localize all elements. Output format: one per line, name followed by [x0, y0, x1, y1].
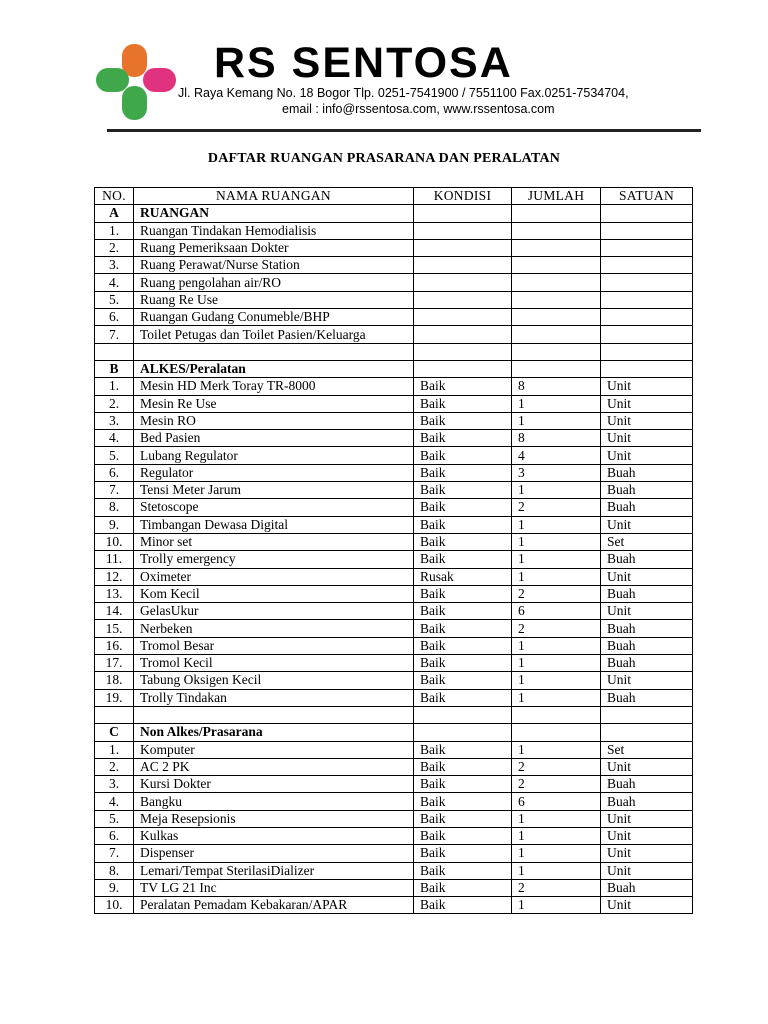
cell-condition: Baik	[414, 499, 512, 516]
column-header-name: NAMA RUANGAN	[134, 188, 414, 205]
table-body	[95, 205, 693, 914]
cell-no: 19.	[95, 689, 134, 706]
cell-name: Kursi Dokter	[134, 776, 414, 793]
cell-condition: Baik	[414, 862, 512, 879]
cell-unit: Buah	[601, 499, 693, 516]
cell-name: Regulator	[134, 464, 414, 481]
table-row	[95, 533, 693, 550]
cell-name: Ruang Re Use	[134, 291, 414, 308]
cell-condition: Baik	[414, 810, 512, 827]
cell-quantity: 2	[512, 585, 601, 602]
cell-unit: Unit	[601, 430, 693, 447]
document-title: DAFTAR RUANGAN PRASARANA DAN PERALATAN	[207, 151, 561, 166]
cell-unit: Unit	[601, 378, 693, 395]
cell-unit: Unit	[601, 395, 693, 412]
cell-condition	[414, 724, 512, 741]
table-row	[95, 551, 693, 568]
cell-condition	[414, 343, 512, 360]
table-row	[95, 222, 693, 239]
table-row	[95, 395, 693, 412]
table-row	[95, 672, 693, 689]
cell-name: Lemari/Tempat SterilasiDializer	[134, 862, 414, 879]
cell-condition	[414, 257, 512, 274]
cell-name: Komputer	[134, 741, 414, 758]
cell-quantity: 8	[512, 378, 601, 395]
cell-unit: Unit	[601, 447, 693, 464]
cell-no: 12.	[95, 568, 134, 585]
cell-unit: Buah	[601, 482, 693, 499]
table-row	[95, 862, 693, 879]
cell-no: 8.	[95, 862, 134, 879]
cell-name: Trolly Tindakan	[134, 689, 414, 706]
cell-unit: Unit	[601, 845, 693, 862]
cell-condition: Baik	[414, 655, 512, 672]
cell-condition: Baik	[414, 430, 512, 447]
cell-condition: Baik	[414, 464, 512, 481]
hospital-cross-logo	[96, 44, 176, 120]
cell-no: B	[95, 360, 134, 377]
table-header-row	[95, 188, 693, 205]
table-row	[95, 291, 693, 308]
cell-condition	[414, 291, 512, 308]
cell-quantity: 1	[512, 516, 601, 533]
cell-name: Ruangan Tindakan Hemodialisis	[134, 222, 414, 239]
table-row	[95, 706, 693, 723]
cell-quantity	[512, 239, 601, 256]
table-row	[95, 360, 693, 377]
table-row	[95, 326, 693, 343]
cell-no	[95, 343, 134, 360]
cell-unit: Set	[601, 741, 693, 758]
cell-name: Mesin HD Merk Toray TR-8000	[134, 378, 414, 395]
cell-name: Tensi Meter Jarum	[134, 482, 414, 499]
cell-condition: Baik	[414, 603, 512, 620]
cell-condition: Baik	[414, 551, 512, 568]
cell-unit: Unit	[601, 827, 693, 844]
cell-name: Kom Kecil	[134, 585, 414, 602]
cell-condition: Baik	[414, 776, 512, 793]
cell-name: Kulkas	[134, 827, 414, 844]
cell-no: 2.	[95, 395, 134, 412]
cell-quantity: 1	[512, 827, 601, 844]
table-row	[95, 343, 693, 360]
cell-unit	[601, 205, 693, 222]
table-row	[95, 274, 693, 291]
cell-unit	[601, 222, 693, 239]
cell-no: 15.	[95, 620, 134, 637]
inventory-table	[94, 187, 693, 914]
table-row	[95, 637, 693, 654]
cell-condition	[414, 326, 512, 343]
cell-condition	[414, 239, 512, 256]
cell-condition: Baik	[414, 516, 512, 533]
cell-condition: Baik	[414, 897, 512, 914]
cell-no: 1.	[95, 378, 134, 395]
table-row	[95, 239, 693, 256]
cell-quantity: 1	[512, 655, 601, 672]
table-row	[95, 793, 693, 810]
cell-name: Ruang Pemeriksaan Dokter	[134, 239, 414, 256]
cell-unit	[601, 309, 693, 326]
hospital-name: RS SENTOSA	[214, 39, 513, 87]
cell-no: 1.	[95, 222, 134, 239]
cell-unit: Unit	[601, 810, 693, 827]
cell-name: Bangku	[134, 793, 414, 810]
cell-condition: Baik	[414, 845, 512, 862]
cell-unit: Buah	[601, 793, 693, 810]
cell-condition: Rusak	[414, 568, 512, 585]
table-row	[95, 482, 693, 499]
cell-name: Peralatan Pemadam Kebakaran/APAR	[134, 897, 414, 914]
cell-name: Mesin RO	[134, 412, 414, 429]
column-header-no: NO.	[95, 188, 134, 205]
cell-condition: Baik	[414, 585, 512, 602]
address-line: Jl. Raya Kemang No. 18 Bogor Tlp. 0251-7541900 / 7551100 Fax.0251-7534704,	[178, 86, 629, 100]
table-row	[95, 655, 693, 672]
table-row	[95, 464, 693, 481]
cell-quantity: 1	[512, 637, 601, 654]
cell-quantity: 3	[512, 464, 601, 481]
table-row	[95, 845, 693, 862]
cell-name: TV LG 21 Inc	[134, 879, 414, 896]
cell-unit: Buah	[601, 655, 693, 672]
table-row	[95, 378, 693, 395]
cell-unit: Buah	[601, 464, 693, 481]
cell-unit: Buah	[601, 776, 693, 793]
column-header-condition: KONDISI	[414, 188, 512, 205]
cell-name: Tromol Kecil	[134, 655, 414, 672]
table-row	[95, 568, 693, 585]
cell-unit: Buah	[601, 551, 693, 568]
cell-no: 7.	[95, 845, 134, 862]
cell-condition: Baik	[414, 879, 512, 896]
cell-quantity: 1	[512, 689, 601, 706]
cell-no: 4.	[95, 274, 134, 291]
cell-condition	[414, 222, 512, 239]
cell-no: 6.	[95, 827, 134, 844]
cell-condition: Baik	[414, 378, 512, 395]
cell-name: Dispenser	[134, 845, 414, 862]
cell-condition	[414, 274, 512, 291]
cell-quantity: 8	[512, 430, 601, 447]
cell-name: Ruang Perawat/Nurse Station	[134, 257, 414, 274]
cell-condition	[414, 309, 512, 326]
cell-unit: Unit	[601, 897, 693, 914]
cell-no: 17.	[95, 655, 134, 672]
cell-quantity	[512, 706, 601, 723]
cell-unit: Buah	[601, 637, 693, 654]
cell-quantity: 1	[512, 412, 601, 429]
cell-unit: Unit	[601, 516, 693, 533]
cell-quantity: 1	[512, 845, 601, 862]
cell-no: A	[95, 205, 134, 222]
cell-condition	[414, 706, 512, 723]
contact-line: email : info@rssentosa.com, www.rssentosa.com	[282, 102, 555, 116]
table-row	[95, 516, 693, 533]
cell-condition: Baik	[414, 793, 512, 810]
table-row	[95, 879, 693, 896]
cell-quantity	[512, 222, 601, 239]
cell-condition: Baik	[414, 533, 512, 550]
table-row	[95, 430, 693, 447]
cell-unit: Buah	[601, 879, 693, 896]
cell-quantity: 2	[512, 879, 601, 896]
cell-condition: Baik	[414, 412, 512, 429]
cell-name: Tromol Besar	[134, 637, 414, 654]
cell-condition: Baik	[414, 741, 512, 758]
cell-name: Ruang pengolahan air/RO	[134, 274, 414, 291]
table-row	[95, 447, 693, 464]
cell-unit	[601, 326, 693, 343]
cell-quantity: 2	[512, 758, 601, 775]
cell-name: Mesin Re Use	[134, 395, 414, 412]
table-row	[95, 603, 693, 620]
cell-quantity: 1	[512, 897, 601, 914]
table-row	[95, 776, 693, 793]
cell-no: 3.	[95, 257, 134, 274]
table-row	[95, 499, 693, 516]
cell-quantity: 1	[512, 862, 601, 879]
cell-condition: Baik	[414, 395, 512, 412]
cell-condition: Baik	[414, 672, 512, 689]
cell-name: Minor set	[134, 533, 414, 550]
cell-condition: Baik	[414, 827, 512, 844]
cell-unit: Buah	[601, 689, 693, 706]
cell-no: 13.	[95, 585, 134, 602]
cell-name	[134, 706, 414, 723]
cell-quantity: 1	[512, 551, 601, 568]
cell-condition: Baik	[414, 447, 512, 464]
cell-name: AC 2 PK	[134, 758, 414, 775]
cell-no: 9.	[95, 879, 134, 896]
cell-unit: Buah	[601, 620, 693, 637]
cell-name: Toilet Petugas dan Toilet Pasien/Keluarga	[134, 326, 414, 343]
cell-quantity: 2	[512, 776, 601, 793]
cell-unit	[601, 239, 693, 256]
cell-unit	[601, 257, 693, 274]
table-row	[95, 897, 693, 914]
cell-quantity	[512, 360, 601, 377]
cell-name: Non Alkes/Prasarana	[134, 724, 414, 741]
cell-no: 5.	[95, 291, 134, 308]
table-row	[95, 758, 693, 775]
cell-quantity	[512, 205, 601, 222]
table-row	[95, 689, 693, 706]
cell-unit	[601, 360, 693, 377]
cell-unit: Unit	[601, 758, 693, 775]
cell-unit	[601, 724, 693, 741]
cell-no: 2.	[95, 239, 134, 256]
cell-name: Nerbeken	[134, 620, 414, 637]
column-header-quantity: JUMLAH	[512, 188, 601, 205]
cell-no: 3.	[95, 412, 134, 429]
cell-unit	[601, 343, 693, 360]
cell-no: 11.	[95, 551, 134, 568]
table-row	[95, 741, 693, 758]
table-row	[95, 620, 693, 637]
cell-quantity	[512, 274, 601, 291]
cell-unit: Set	[601, 533, 693, 550]
cell-no: 5.	[95, 447, 134, 464]
cell-name: RUANGAN	[134, 205, 414, 222]
cell-name: Stetoscope	[134, 499, 414, 516]
table-row	[95, 827, 693, 844]
cell-condition: Baik	[414, 637, 512, 654]
cell-unit	[601, 291, 693, 308]
cell-quantity: 1	[512, 672, 601, 689]
cell-quantity: 6	[512, 793, 601, 810]
cell-quantity: 1	[512, 395, 601, 412]
cell-quantity	[512, 309, 601, 326]
cell-no: C	[95, 724, 134, 741]
cell-quantity	[512, 291, 601, 308]
cell-quantity	[512, 724, 601, 741]
cell-no: 3.	[95, 776, 134, 793]
cell-name: ALKES/Peralatan	[134, 360, 414, 377]
cell-name: Lubang Regulator	[134, 447, 414, 464]
cell-no: 6.	[95, 309, 134, 326]
cell-unit: Unit	[601, 568, 693, 585]
cell-unit: Unit	[601, 672, 693, 689]
cell-quantity	[512, 257, 601, 274]
cell-no: 6.	[95, 464, 134, 481]
cell-quantity: 1	[512, 741, 601, 758]
cell-no: 10.	[95, 897, 134, 914]
cell-name: Oximeter	[134, 568, 414, 585]
cell-no: 4.	[95, 793, 134, 810]
cell-no: 5.	[95, 810, 134, 827]
cell-name: Bed Pasien	[134, 430, 414, 447]
cell-condition: Baik	[414, 620, 512, 637]
cell-quantity: 4	[512, 447, 601, 464]
cell-no: 8.	[95, 499, 134, 516]
cell-condition: Baik	[414, 689, 512, 706]
cell-unit: Unit	[601, 862, 693, 879]
cell-name: Timbangan Dewasa Digital	[134, 516, 414, 533]
cell-quantity: 1	[512, 810, 601, 827]
cell-condition	[414, 205, 512, 222]
cell-unit: Buah	[601, 585, 693, 602]
cell-condition	[414, 360, 512, 377]
cell-quantity: 1	[512, 533, 601, 550]
cell-no: 7.	[95, 326, 134, 343]
table-row	[95, 724, 693, 741]
cell-no: 18.	[95, 672, 134, 689]
table-row	[95, 810, 693, 827]
cell-name: Meja Resepsionis	[134, 810, 414, 827]
table-row	[95, 257, 693, 274]
cell-quantity	[512, 326, 601, 343]
cell-condition: Baik	[414, 758, 512, 775]
table-row	[95, 412, 693, 429]
table-row	[95, 309, 693, 326]
header-divider	[107, 129, 701, 132]
cell-name	[134, 343, 414, 360]
cell-unit: Unit	[601, 603, 693, 620]
cell-quantity: 6	[512, 603, 601, 620]
cell-name: Ruangan Gudang Conumeble/BHP	[134, 309, 414, 326]
cell-quantity: 1	[512, 568, 601, 585]
cell-name: Tabung Oksigen Kecil	[134, 672, 414, 689]
letterhead	[0, 0, 768, 140]
cell-quantity: 2	[512, 620, 601, 637]
cell-condition: Baik	[414, 482, 512, 499]
cell-unit: Unit	[601, 412, 693, 429]
cell-quantity: 2	[512, 499, 601, 516]
cell-no: 2.	[95, 758, 134, 775]
cell-no: 1.	[95, 741, 134, 758]
cell-no: 14.	[95, 603, 134, 620]
cell-name: GelasUkur	[134, 603, 414, 620]
cell-quantity: 1	[512, 482, 601, 499]
cell-no: 16.	[95, 637, 134, 654]
cell-unit	[601, 706, 693, 723]
cell-no: 4.	[95, 430, 134, 447]
cell-no: 10.	[95, 533, 134, 550]
cell-unit	[601, 274, 693, 291]
table-row	[95, 585, 693, 602]
table-row	[95, 205, 693, 222]
cell-no: 9.	[95, 516, 134, 533]
cell-name: Trolly emergency	[134, 551, 414, 568]
cell-no: 7.	[95, 482, 134, 499]
column-header-unit: SATUAN	[601, 188, 693, 205]
cell-quantity	[512, 343, 601, 360]
cell-no	[95, 706, 134, 723]
